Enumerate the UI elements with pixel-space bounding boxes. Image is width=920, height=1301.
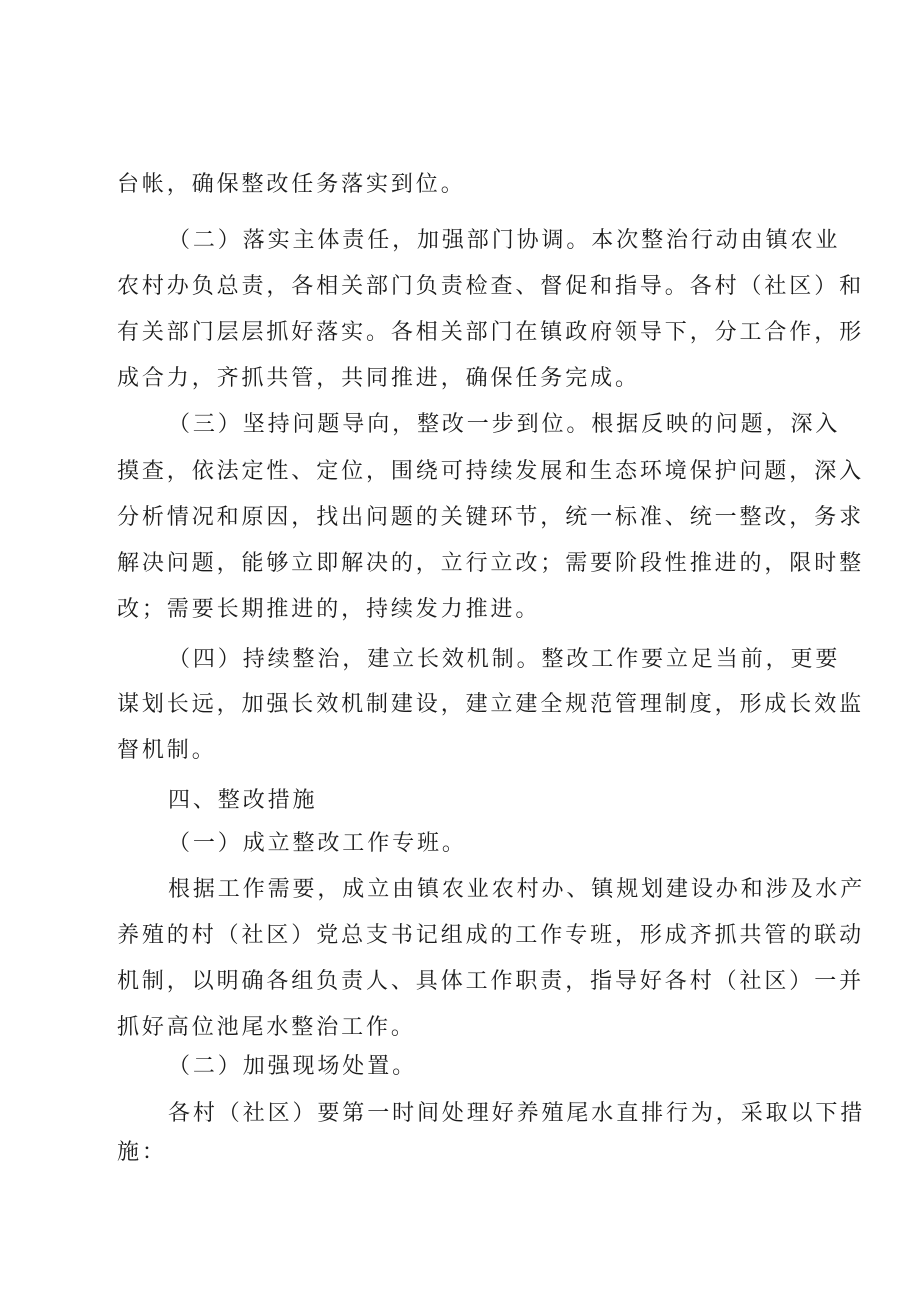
paragraph-line: 解决问题，能够立即解决的，立行立改；需要阶段性推进的，限时整 xyxy=(117,551,865,576)
subsection-heading: （一）成立整改工作专班。 xyxy=(168,831,467,856)
paragraph-line: 抓好高位池尾水整治工作。 xyxy=(117,1015,416,1040)
paragraph-line: （四）持续整治，建立长效机制。整改工作要立足当前，更要 xyxy=(168,647,841,672)
paragraph-line: 成合力，齐抓共管，共同推进，确保任务完成。 xyxy=(117,366,640,391)
paragraph-line: 施： xyxy=(117,1140,167,1165)
paragraph-line: 农村办负总责，各相关部门负责检查、督促和指导。各村（社区）和 xyxy=(117,274,865,299)
paragraph-line: 有关部门层层抓好落实。各相关部门在镇政府领导下，分工合作，形 xyxy=(117,320,865,345)
paragraph-line: （三）坚持问题导向，整改一步到位。根据反映的问题，深入 xyxy=(168,412,841,437)
paragraph-line: 机制，以明确各组负责人、具体工作职责，指导好各村（社区）一并 xyxy=(117,969,865,994)
paragraph-line: 改；需要长期推进的，持续发力推进。 xyxy=(117,597,541,622)
paragraph-line: 养殖的村（社区）党总支书记组成的工作专班，形成齐抓共管的联动 xyxy=(117,923,865,948)
paragraph-line: 台帐，确保整改任务落实到位。 xyxy=(117,172,466,197)
paragraph-line: 督机制。 xyxy=(117,738,217,763)
paragraph-line: 根据工作需要，成立由镇农业农村办、镇规划建设办和涉及水产 xyxy=(168,877,866,902)
section-heading: 四、整改措施 xyxy=(168,788,318,813)
paragraph-line: （二）落实主体责任，加强部门协调。本次整治行动由镇农业 xyxy=(168,228,841,253)
subsection-heading: （二）加强现场处置。 xyxy=(168,1054,418,1079)
paragraph-line: 分析情况和原因，找出问题的关键环节，统一标准、统一整改，务求 xyxy=(117,505,865,530)
paragraph-line: 摸查，依法定性、定位，围绕可持续发展和生态环境保护问题，深入 xyxy=(117,459,865,484)
paragraph-line: 各村（社区）要第一时间处理好养殖尾水直排行为，采取以下措 xyxy=(168,1101,866,1126)
paragraph-line: 谋划长远，加强长效机制建设，建立建全规范管理制度，形成长效监 xyxy=(117,692,865,717)
